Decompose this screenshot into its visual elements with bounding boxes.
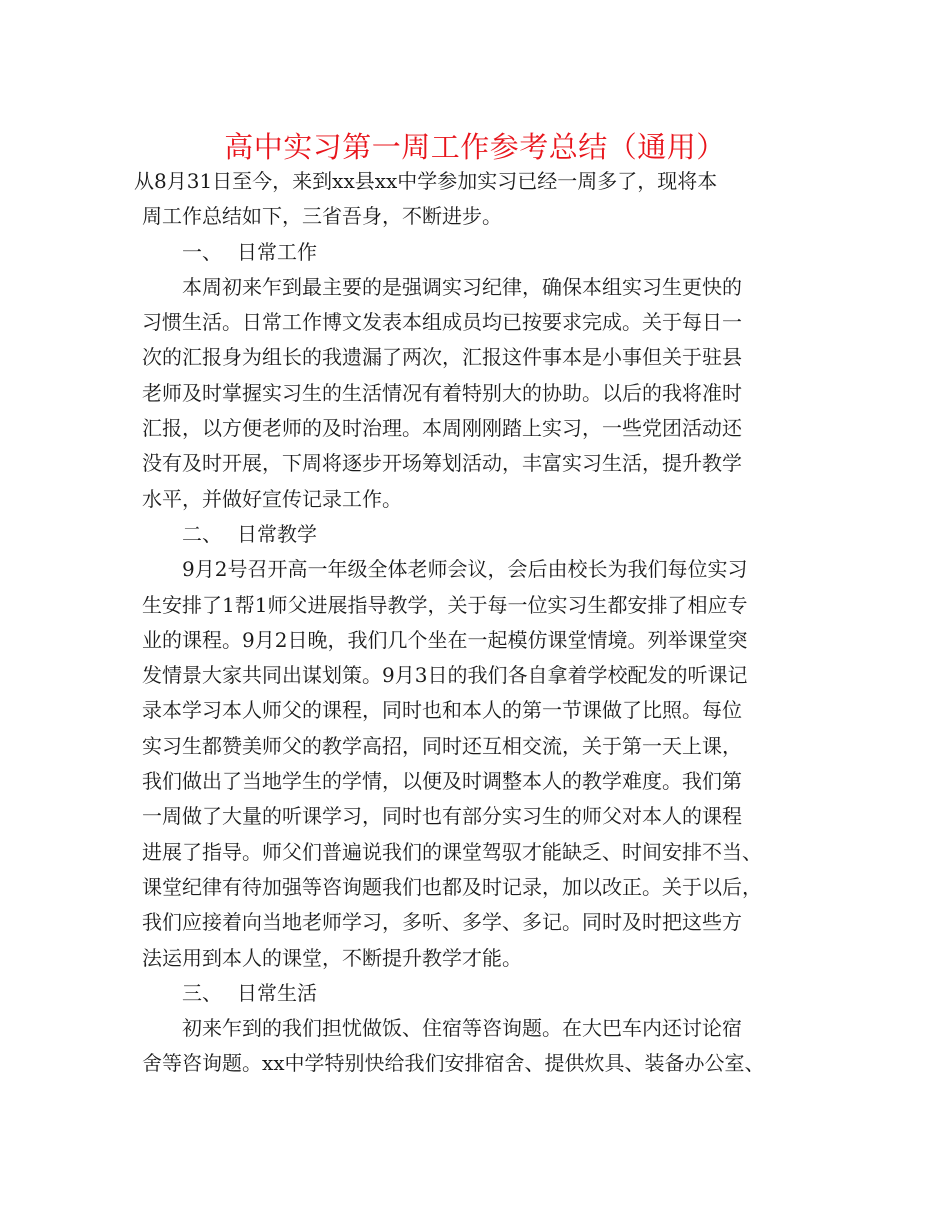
paragraph-line: 9月2号召开高一年级全体老师会议，会后由校长为我们每位实习 bbox=[182, 557, 748, 582]
section-number: 一、 bbox=[182, 239, 222, 264]
paragraph-line: 发情景大家共同出谋划策。9月3日的我们各自拿着学校配发的听课记 bbox=[142, 663, 748, 688]
paragraph-line: 汇报，以方便老师的及时治理。本周刚刚踏上实习，一些党团活动还 bbox=[142, 416, 742, 441]
paragraph-line: 法运用到本人的课堂，不断提升教学才能。 bbox=[142, 945, 522, 970]
intro-line: 从8月31日至今，来到xx县xx中学参加实习已经一周多了，现将本 bbox=[134, 169, 718, 193]
paragraph-line: 业的课程。9月2日晚，我们几个坐在一起模仿课堂情境。列举课堂突 bbox=[142, 627, 748, 652]
paragraph-line: 生安排了1帮1师父进展指导教学，关于每一位实习生都安排了相应专 bbox=[142, 592, 748, 617]
section-heading bbox=[142, 517, 812, 552]
paragraph-line: 习惯生活。日常工作博文发表本组成员均已按要求完成。关于每日一 bbox=[142, 310, 742, 335]
paragraph-line: 一周做了大量的听课学习，同时也有部分实习生的师父对本人的课程 bbox=[142, 804, 742, 829]
document-title: 高中实习第一周工作参考总结（通用） bbox=[224, 130, 726, 164]
paragraph-line: 我们做出了当地学生的学情，以便及时调整本人的教学难度。我们第 bbox=[142, 769, 742, 794]
section-heading-text: 日常工作 bbox=[237, 239, 317, 264]
section-number: 二、 bbox=[182, 521, 222, 546]
paragraph-line: 本周初来乍到最主要的是强调实习纪律，确保本组实习生更快的 bbox=[182, 274, 742, 299]
paragraph-line: 我们应接着向当地老师学习，多听、多学、多记。同时及时把这些方 bbox=[142, 910, 742, 935]
paragraph-line: 老师及时掌握实习生的生活情况有着特别大的协助。以后的我将准时 bbox=[142, 380, 742, 405]
document-body bbox=[134, 164, 812, 1082]
section-heading bbox=[142, 976, 812, 1011]
section-heading-text: 日常教学 bbox=[237, 521, 317, 546]
paragraph-line: 进展了指导。师父们普遍说我们的课堂驾驭才能缺乏、时间安排不当、 bbox=[142, 839, 762, 864]
paragraph-line: 水平，并做好宣传记录工作。 bbox=[142, 486, 402, 511]
paragraph-line: 次的汇报身为组长的我遗漏了两次，汇报这件事本是小事但关于驻县 bbox=[142, 345, 742, 370]
paragraph-line: 课堂纪律有待加强等咨询题我们也都及时记录，加以改正。关于以后， bbox=[142, 874, 762, 899]
paragraph-line: 没有及时开展，下周将逐步开场筹划活动，丰富实习生活，提升教学 bbox=[142, 451, 742, 476]
section-heading-text: 日常生活 bbox=[237, 980, 317, 1005]
paragraph-line: 实习生都赞美师父的教学高招，同时还互相交流，关于第一天上课， bbox=[142, 733, 742, 758]
paragraph-line: 舍等咨询题。xx中学特别快给我们安排宿舍、提供炊具、装备办公室、 bbox=[142, 1051, 765, 1076]
section-number: 三、 bbox=[182, 980, 222, 1005]
paragraph-line: 录本学习本人师父的课程，同时也和本人的第一节课做了比照。每位 bbox=[142, 698, 742, 723]
intro-line: 周工作总结如下，三省吾身，不断进步。 bbox=[142, 204, 502, 229]
paragraph-line: 初来乍到的我们担忧做饭、住宿等咨询题。在大巴车内还讨论宿 bbox=[182, 1016, 742, 1041]
section-heading bbox=[142, 235, 812, 270]
